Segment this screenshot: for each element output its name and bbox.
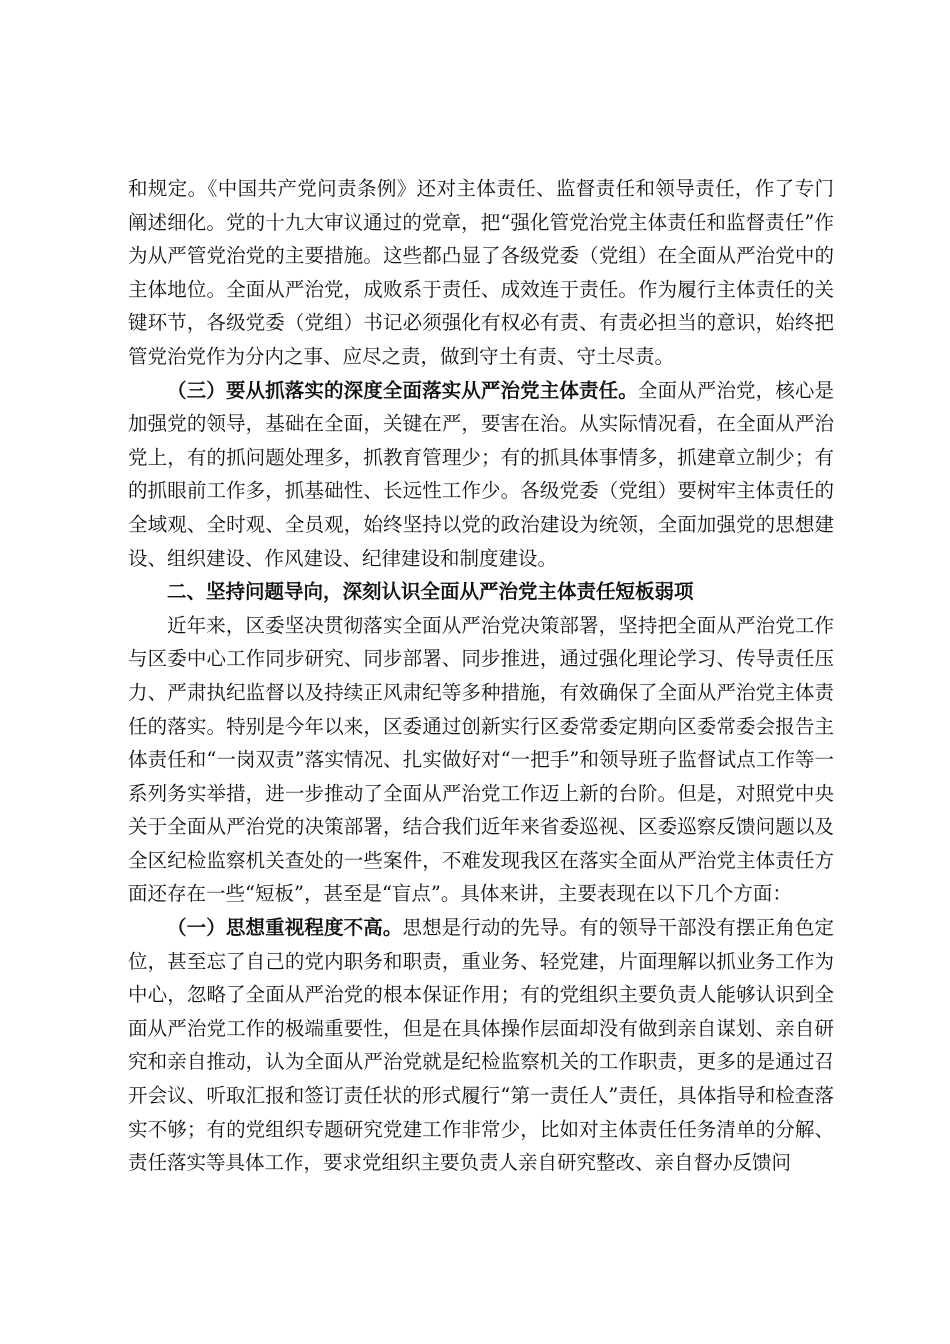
section-heading-2: 二、坚持问题导向，深刻认识全面从严治党主体责任短板弱项 — [167, 580, 694, 604]
document-body — [128, 172, 834, 1180]
section-3-body: 全面从严治党，核心是加强党的领导，基础在全面，关键在严，要害在治。从实际情况看，在全面从严治党上，有的抓问题处理多，抓教育管理少；有的抓具体事情多，抓建章立制少；有的抓眼前工作多，抓基础性、长远性工作少。各级党委（党组）要树牢主体责任的全域观、全时观、全员观，始终坚持以党的政治建设为统领，全面加强党的思想建设、组织建设、作风建设、纪律建设和制度建设。 — [128, 378, 834, 570]
paragraph-continuation: 和规定。《中国共产党问责条例》还对主体责任、监督责任和领导责任，作了专门阐述细化。党的十九大审议通过的党章，把“强化管党治党主体责任和监督责任”作为从严管党治党的主要措施。这些都凸显了各级党委（党组）在全面从严治党中的主体地位。全面从严治党，成败系于责任、成效连于责任。作为履行主体责任的关键环节，各级党委（党组）书记必须强化有权必有责、有责必担当的意识，始终把管党治党作为分内之事、应尽之责，做到守土有责、守土尽责。 — [128, 177, 834, 368]
subsection-1-body: 思想是行动的先导。有的领导干部没有摆正角色定位，甚至忘了自己的党内职务和职责，重业务、轻党建，片面理解以抓业务工作为中心，忽略了全面从严治党的根本保证作用；有的党组织主要负责人能够认识到全面从严治党工作的极端重要性，但是在具体操作层面却没有做到亲自谋划、亲自研究和亲自推动，认为全面从严治党就是纪检监察机关的工作职责，更多的是通过召开会议、听取汇报和签订责任状的形式履行“第一责任人”责任，具体指导和检查落实不够；有的党组织专题研究党建工作非常少，比如对主体责任任务清单的分解、责任落实等具体工作，要求党组织主要负责人亲自研究整改、亲自督办反馈问 — [128, 916, 834, 1175]
section-3-lead: （三）要从抓落实的深度全面落实从严治党主体责任。 — [167, 378, 638, 402]
paragraph-recent-years: 近年来，区委坚决贯彻落实全面从严治党决策部署，坚持把全面从严治党工作与区委中心工作同步研究、同步部署、同步推进，通过强化理论学习、传导责任压力、严肃执纪监督以及持续正风肃纪等多种措施，有效确保了全面从严治党主体责任的落实。特别是今年以来，区委通过创新实行区委常委定期向区委常委会报告主体责任和“一岗双责”落实情况、扎实做好对“一把手”和领导班子监督试点工作等一系列务实举措，进一步推动了全面从严治党工作迈上新的台阶。但是，对照党中央关于全面从严治党的决策部署，结合我们近年来省委巡视、区委巡察反馈问题以及全区纪检监察机关查处的一些案件，不难发现我区在落实全面从严治党主体责任方面还存在一些“短板”，甚至是“盲点”。具体来讲，主要表现在以下几个方面： — [128, 613, 834, 906]
subsection-1-lead: （一）思想重视程度不高。 — [167, 916, 403, 940]
paragraph-section-3 — [128, 374, 834, 576]
paragraph-subsection-1 — [128, 911, 834, 1180]
